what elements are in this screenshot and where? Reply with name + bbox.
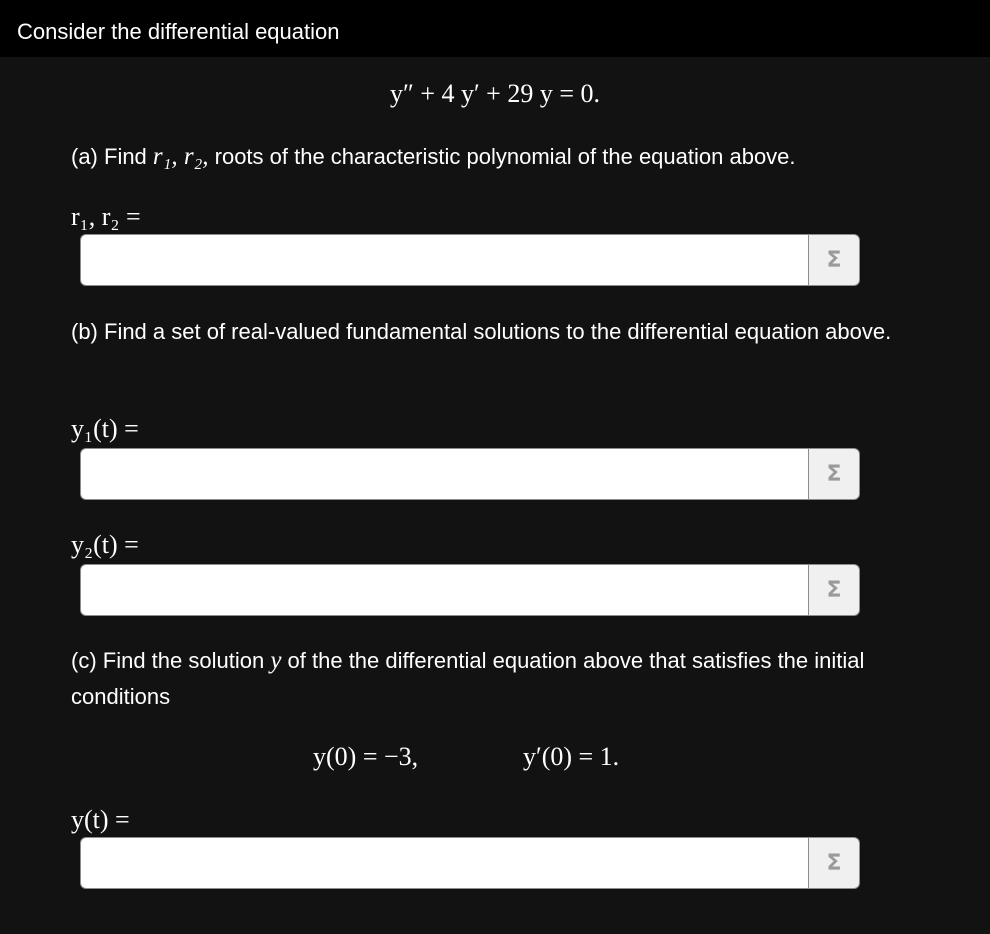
sigma-icon[interactable]: Σ: [808, 234, 860, 286]
initial-condition-2: y′(0) = 1.: [523, 742, 620, 771]
part-c-question: [71, 643, 951, 715]
y2-input[interactable]: [80, 564, 808, 616]
part-a-question: [71, 139, 951, 175]
sigma-icon[interactable]: Σ: [808, 564, 860, 616]
part-a-text-after: roots of the characteristic polynomial of the equation above.: [208, 144, 796, 169]
part-b-question: (b) Find a set of real-valued fundamental solutions to the differential equation above.: [71, 319, 892, 344]
y-input[interactable]: [80, 837, 808, 889]
part-c-text-after: of the the differential equation above that satisfies the initial conditions: [71, 648, 865, 709]
y1-label: y₁(t) =: [71, 414, 139, 443]
intro-text: Consider the differential equation: [17, 19, 340, 44]
part-a-vars: r₁, r₂,: [152, 143, 209, 170]
main-equation: y″ + 4 y′ + 29 y = 0.: [389, 79, 600, 108]
r1-r2-label: r₁, r₂ =: [71, 202, 141, 231]
sigma-icon[interactable]: Σ: [808, 448, 860, 500]
y1-answer: [80, 448, 860, 500]
part-c-var: y: [270, 647, 282, 674]
y2-answer: [80, 564, 860, 616]
y1-input[interactable]: [80, 448, 808, 500]
y2-label: y₂(t) =: [71, 530, 139, 559]
y-answer: [80, 837, 860, 889]
sigma-icon[interactable]: Σ: [808, 837, 860, 889]
r1-r2-input[interactable]: [80, 234, 808, 286]
r1-r2-answer: [80, 234, 860, 286]
part-a-text-before: (a) Find: [71, 144, 153, 169]
problem-panel: [0, 57, 990, 934]
initial-condition-1: y(0) = −3,: [313, 742, 419, 771]
part-c-text-before: (c) Find the solution: [71, 648, 271, 673]
y-label: y(t) =: [71, 805, 130, 834]
